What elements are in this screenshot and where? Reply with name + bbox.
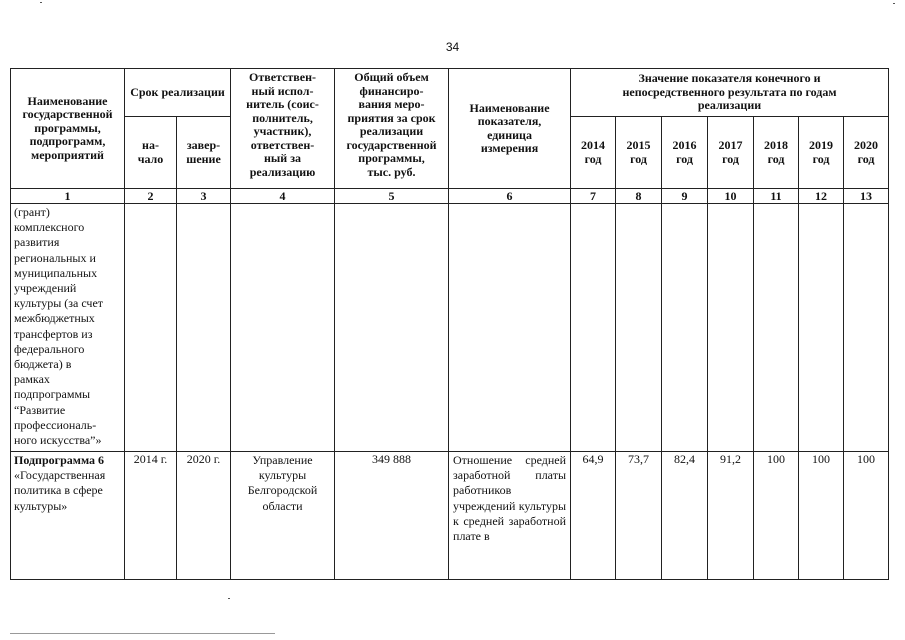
header-year: 2018 год xyxy=(754,117,799,189)
row-program-name: (грант) комплексного развития региональных и муниципальных учреждений культуры (за счет межбюджетных трансфертов из федерального бюджета) в рамках подпрограммы “Развитие профессиональ- ного искусства”» xyxy=(11,204,125,452)
column-number: 5 xyxy=(335,189,449,204)
header-year: 2015 год xyxy=(616,117,662,189)
row-term-end: 2020 г. xyxy=(177,452,231,580)
row-indicator: Отношение средней заработной платы работников учреждений культуры к средней заработной плате в xyxy=(449,452,571,580)
row-program-name xyxy=(11,452,125,580)
empty-cell xyxy=(799,204,844,452)
header-values-group: Значение показателя конечного и непосредственного результата по годам реализации xyxy=(571,69,889,117)
scan-speck xyxy=(893,3,895,4)
table-row xyxy=(11,204,889,452)
page-number: 34 xyxy=(445,40,460,54)
column-number: 3 xyxy=(177,189,231,204)
empty-cell xyxy=(449,204,571,452)
empty-cell xyxy=(844,204,889,452)
column-number: 6 xyxy=(449,189,571,204)
subprogram-description: «Государственная политика в сфере культуры» xyxy=(14,468,106,513)
scan-speck xyxy=(40,2,42,3)
empty-cell xyxy=(125,204,177,452)
row-executor: Управление культуры Белгородской области xyxy=(231,452,335,580)
column-number: 7 xyxy=(571,189,616,204)
header-executor: Ответствен- ный испол- нитель (соис- полнитель, участник), ответствен- ный за реализацию xyxy=(231,69,335,189)
empty-cell xyxy=(335,204,449,452)
header-year: 2020 год xyxy=(844,117,889,189)
column-number: 12 xyxy=(799,189,844,204)
row-value-2018: 100 xyxy=(754,452,799,580)
scan-speck xyxy=(228,598,230,599)
row-term-start: 2014 г. xyxy=(125,452,177,580)
column-number: 8 xyxy=(616,189,662,204)
row-value-2015: 73,7 xyxy=(616,452,662,580)
program-table xyxy=(10,68,889,580)
row-value-2016: 82,4 xyxy=(662,452,708,580)
empty-cell xyxy=(571,204,616,452)
row-value-2020: 100 xyxy=(844,452,889,580)
column-number: 4 xyxy=(231,189,335,204)
header-program-name: Наименование государственной программы, подпрограмм, мероприятий xyxy=(11,69,125,189)
empty-cell xyxy=(708,204,754,452)
column-number: 9 xyxy=(662,189,708,204)
row-value-2014: 64,9 xyxy=(571,452,616,580)
subprogram-title: Подпрограмма 6 xyxy=(14,453,105,467)
row-value-2019: 100 xyxy=(799,452,844,580)
header-indicator: Наименование показателя, единица измерения xyxy=(449,69,571,189)
empty-cell xyxy=(754,204,799,452)
empty-cell xyxy=(231,204,335,452)
row-financing: 349 888 xyxy=(335,452,449,580)
header-year: 2016 год xyxy=(662,117,708,189)
header-year: 2019 год xyxy=(799,117,844,189)
empty-cell xyxy=(177,204,231,452)
column-number: 10 xyxy=(708,189,754,204)
column-number: 1 xyxy=(11,189,125,204)
header-term-end: завер- шение xyxy=(177,117,231,189)
header-term-group: Срок реализации xyxy=(125,69,231,117)
table-row xyxy=(11,452,889,580)
footnote-divider xyxy=(10,633,275,634)
empty-cell xyxy=(662,204,708,452)
column-number: 13 xyxy=(844,189,889,204)
column-number: 11 xyxy=(754,189,799,204)
column-number: 2 xyxy=(125,189,177,204)
header-financing: Общий объем финансиро- вания меро- приятия за срок реализации государственной программы, тыс. руб. xyxy=(335,69,449,189)
empty-cell xyxy=(616,204,662,452)
header-term-start: на- чало xyxy=(125,117,177,189)
row-value-2017: 91,2 xyxy=(708,452,754,580)
header-year: 2017 год xyxy=(708,117,754,189)
header-year: 2014 год xyxy=(571,117,616,189)
